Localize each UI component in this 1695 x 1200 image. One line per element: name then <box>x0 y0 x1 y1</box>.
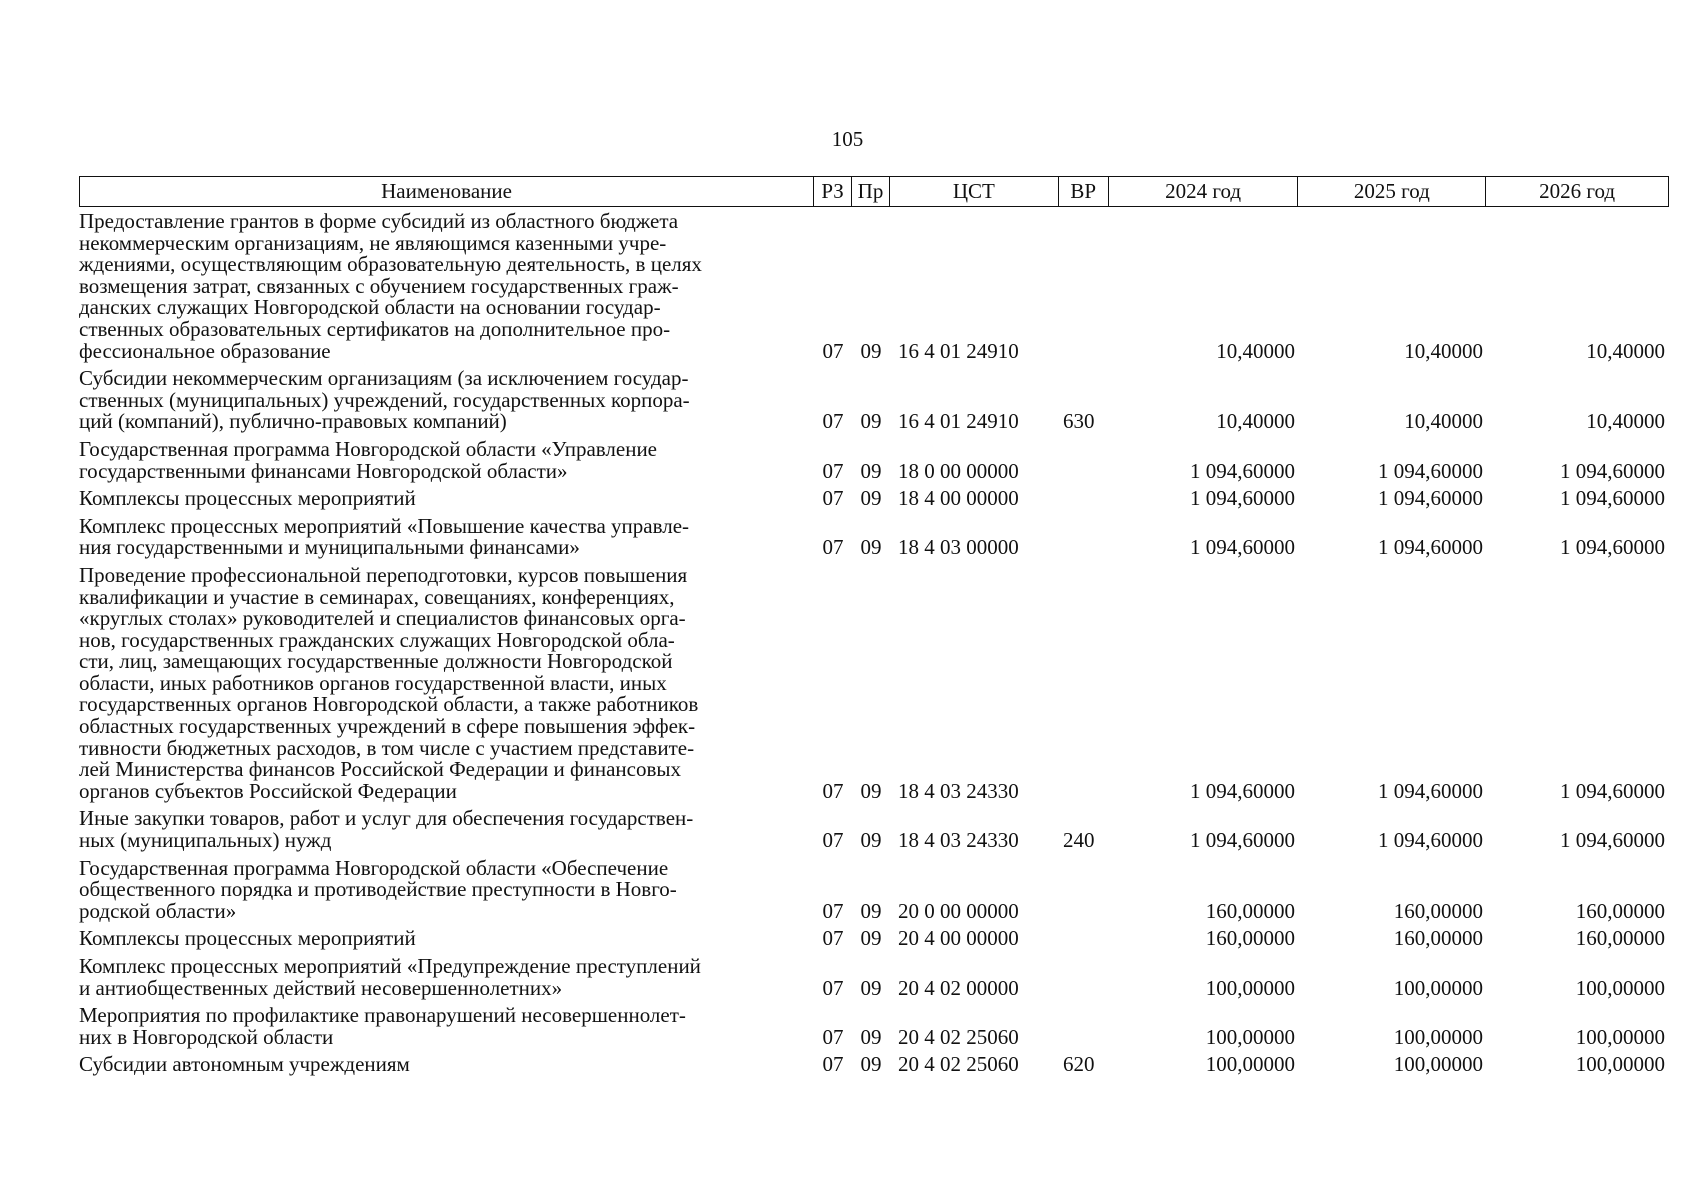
row-2025: 10,40000 <box>1404 409 1483 434</box>
table-row <box>79 513 1669 560</box>
row-cst: 18 4 00 00000 <box>898 486 1019 511</box>
row-name-line: государственных органов Новгородской области, а также работников <box>79 692 699 717</box>
row-2026: 100,00000 <box>1575 975 1665 1000</box>
row-name-line: общественного порядка и противодействие преступности в Новго- <box>79 877 677 902</box>
row-cst: 20 0 00 00000 <box>898 898 1019 923</box>
row-name-line: области, иных работников органов государственной власти, иных <box>79 670 667 695</box>
row-pr: 09 <box>860 898 882 923</box>
row-name <box>79 855 814 923</box>
header-name: Наименование <box>80 177 814 206</box>
table-row <box>79 1005 1669 1048</box>
row-rz: 07 <box>822 1024 844 1049</box>
table-row <box>79 1054 1669 1076</box>
row-name-line: органов субъектов Российской Федерации <box>79 778 457 803</box>
table-row <box>79 956 1669 999</box>
row-name <box>79 211 814 362</box>
row-name-line: и антиобщественных действий несовершеннолетних» <box>79 975 563 1000</box>
header-2025: 2025 год <box>1298 177 1486 206</box>
table-header <box>79 176 1669 207</box>
row-2025: 160,00000 <box>1393 926 1483 951</box>
row-name-line: нов, государственных гражданских служащих Новгородской обла- <box>79 627 675 652</box>
row-name-line: «круглых столах» руководителей и специалистов финансовых орга- <box>79 606 686 631</box>
row-pr: 09 <box>860 486 882 511</box>
row-2025: 1 094,60000 <box>1378 535 1483 560</box>
table-row <box>79 488 1669 510</box>
row-name <box>79 513 814 560</box>
row-2024: 1 094,60000 <box>1190 828 1295 853</box>
row-name <box>79 562 814 803</box>
row-2026: 100,00000 <box>1575 1024 1665 1049</box>
header-vr: ВР <box>1059 177 1109 206</box>
row-rz: 07 <box>822 975 844 1000</box>
table-row <box>79 368 1669 433</box>
row-2024: 1 094,60000 <box>1190 778 1295 803</box>
row-name <box>79 488 814 510</box>
row-2024: 160,00000 <box>1205 898 1295 923</box>
row-name-line: родской области» <box>79 898 237 923</box>
row-name-line: тивности бюджетных расходов, в том числе с участием представите- <box>79 735 695 760</box>
row-name-line: квалификации и участие в семинарах, совещаниях, конференциях, <box>79 584 675 609</box>
row-2026: 1 094,60000 <box>1560 535 1665 560</box>
table-row <box>79 928 1669 950</box>
row-2026: 10,40000 <box>1586 338 1665 363</box>
row-name <box>79 956 814 999</box>
row-name-line: Мероприятия по профилактике правонарушений несовершеннолет- <box>79 1003 686 1028</box>
table-row <box>79 211 1669 362</box>
row-rz: 07 <box>822 898 844 923</box>
row-2025: 1 094,60000 <box>1378 828 1483 853</box>
row-2024: 1 094,60000 <box>1190 486 1295 511</box>
row-name-line: ждениями, осуществляющим образовательную деятельность, в целях <box>79 252 702 277</box>
row-cst: 18 4 03 00000 <box>898 535 1019 560</box>
row-2024: 10,40000 <box>1216 338 1295 363</box>
header-pr: Пр <box>852 177 890 206</box>
row-cst: 18 4 03 24330 <box>898 828 1019 853</box>
row-2026: 1 094,60000 <box>1560 486 1665 511</box>
row-2024: 10,40000 <box>1216 409 1295 434</box>
table-row <box>79 855 1669 923</box>
row-name-line: Комплексы процессных мероприятий <box>79 486 416 511</box>
row-pr: 09 <box>860 1052 882 1077</box>
row-name-line: Проведение профессиональной переподготовки, курсов повышения <box>79 562 688 587</box>
row-name-line: некоммерческим организациям, не являющимся казенными учре- <box>79 230 667 255</box>
row-cst: 20 4 02 25060 <box>898 1024 1019 1049</box>
row-rz: 07 <box>822 778 844 803</box>
row-2025: 1 094,60000 <box>1378 458 1483 483</box>
row-name-line: Субсидии некоммерческим организациям (за исключением государ- <box>79 366 689 391</box>
row-2026: 160,00000 <box>1575 898 1665 923</box>
row-cst: 20 4 02 00000 <box>898 975 1019 1000</box>
row-pr: 09 <box>860 1024 882 1049</box>
row-cst: 20 4 00 00000 <box>898 926 1019 951</box>
row-name-line: них в Новгородской области <box>79 1024 334 1049</box>
row-name <box>79 436 814 483</box>
row-name-line: Иные закупки товаров, работ и услуг для обеспечения государствен- <box>79 806 694 831</box>
row-name-line: Комплексы процессных мероприятий <box>79 926 416 951</box>
row-name <box>79 1005 814 1048</box>
row-cst: 18 0 00 00000 <box>898 458 1019 483</box>
row-name-line: ния государственными и муниципальными финансами» <box>79 535 580 560</box>
header-2024: 2024 год <box>1109 177 1299 206</box>
row-2024: 100,00000 <box>1205 975 1295 1000</box>
row-2025: 10,40000 <box>1404 338 1483 363</box>
row-name-line: ственных (муниципальных) учреждений, государственных корпора- <box>79 387 690 412</box>
row-2025: 100,00000 <box>1393 975 1483 1000</box>
row-pr: 09 <box>860 778 882 803</box>
row-2026: 10,40000 <box>1586 409 1665 434</box>
row-pr: 09 <box>860 975 882 1000</box>
row-rz: 07 <box>822 1052 844 1077</box>
row-pr: 09 <box>860 535 882 560</box>
row-cst: 16 4 01 24910 <box>898 338 1019 363</box>
table-row <box>79 436 1669 483</box>
page-number: 105 <box>831 127 864 151</box>
row-name-line: областных государственных учреждений в сфере повышения эффек- <box>79 714 696 739</box>
row-2026: 1 094,60000 <box>1560 828 1665 853</box>
row-name-line: лей Министерства финансов Российской Федерации и финансовых <box>79 757 681 782</box>
row-2025: 100,00000 <box>1393 1024 1483 1049</box>
table-row <box>79 562 1669 803</box>
header-2026: 2026 год <box>1539 179 1616 203</box>
row-pr: 09 <box>860 338 882 363</box>
header-cst: ЦСТ <box>890 177 1059 206</box>
row-name-line: данских служащих Новгородской области на основании государ- <box>79 295 661 320</box>
row-name <box>79 928 814 950</box>
row-rz: 07 <box>822 535 844 560</box>
row-name-line: Государственная программа Новгородской области «Обеспечение <box>79 855 669 880</box>
row-vr: 630 <box>1063 409 1095 434</box>
row-rz: 07 <box>822 409 844 434</box>
row-2025: 100,00000 <box>1393 1052 1483 1077</box>
row-2024: 100,00000 <box>1205 1024 1295 1049</box>
row-name-line: ственных образовательных сертификатов на дополнительное про- <box>79 316 671 341</box>
header-rz: РЗ <box>814 177 852 206</box>
row-pr: 09 <box>860 926 882 951</box>
row-name-line: возмещения затрат, связанных с обучением государственных граж- <box>79 273 679 298</box>
row-pr: 09 <box>860 458 882 483</box>
table-row <box>79 808 1669 851</box>
row-2026: 100,00000 <box>1575 1052 1665 1077</box>
row-2024: 1 094,60000 <box>1190 458 1295 483</box>
row-name-line: государственными финансами Новгородской области» <box>79 458 568 483</box>
row-name-line: ций (компаний), публично-правовых компаний) <box>79 409 507 434</box>
row-2026: 1 094,60000 <box>1560 778 1665 803</box>
row-rz: 07 <box>822 828 844 853</box>
row-2024: 100,00000 <box>1205 1052 1295 1077</box>
row-name-line: ных (муниципальных) нужд <box>79 828 332 853</box>
row-name-line: фессиональное образование <box>79 338 331 363</box>
row-2026: 1 094,60000 <box>1560 458 1665 483</box>
row-2026: 160,00000 <box>1575 926 1665 951</box>
row-vr: 620 <box>1063 1052 1095 1077</box>
row-name-line: Государственная программа Новгородской области «Управление <box>79 436 658 461</box>
row-2025: 1 094,60000 <box>1378 486 1483 511</box>
row-cst: 16 4 01 24910 <box>898 409 1019 434</box>
row-name-line: Субсидии автономным учреждениям <box>79 1052 410 1077</box>
row-2025: 1 094,60000 <box>1378 778 1483 803</box>
row-name-line: Комплекс процессных мероприятий «Предупреждение преступлений <box>79 954 701 978</box>
row-name <box>79 1054 814 1076</box>
row-2025: 160,00000 <box>1393 898 1483 923</box>
row-name-line: Предоставление грантов в форме субсидий из областного бюджета <box>79 209 679 233</box>
row-vr: 240 <box>1063 828 1095 853</box>
row-name <box>79 808 814 851</box>
row-rz: 07 <box>822 486 844 511</box>
row-cst: 20 4 02 25060 <box>898 1052 1019 1077</box>
row-rz: 07 <box>822 926 844 951</box>
table-body <box>79 211 1669 1082</box>
row-cst: 18 4 03 24330 <box>898 778 1019 803</box>
row-pr: 09 <box>860 409 882 434</box>
row-name-line: сти, лиц, замещающих государственные должности Новгородской <box>79 649 673 674</box>
row-rz: 07 <box>822 458 844 483</box>
row-rz: 07 <box>822 338 844 363</box>
row-2024: 1 094,60000 <box>1190 535 1295 560</box>
row-2024: 160,00000 <box>1205 926 1295 951</box>
row-pr: 09 <box>860 828 882 853</box>
row-name-line: Комплекс процессных мероприятий «Повышение качества управле- <box>79 513 690 538</box>
row-name <box>79 368 814 433</box>
